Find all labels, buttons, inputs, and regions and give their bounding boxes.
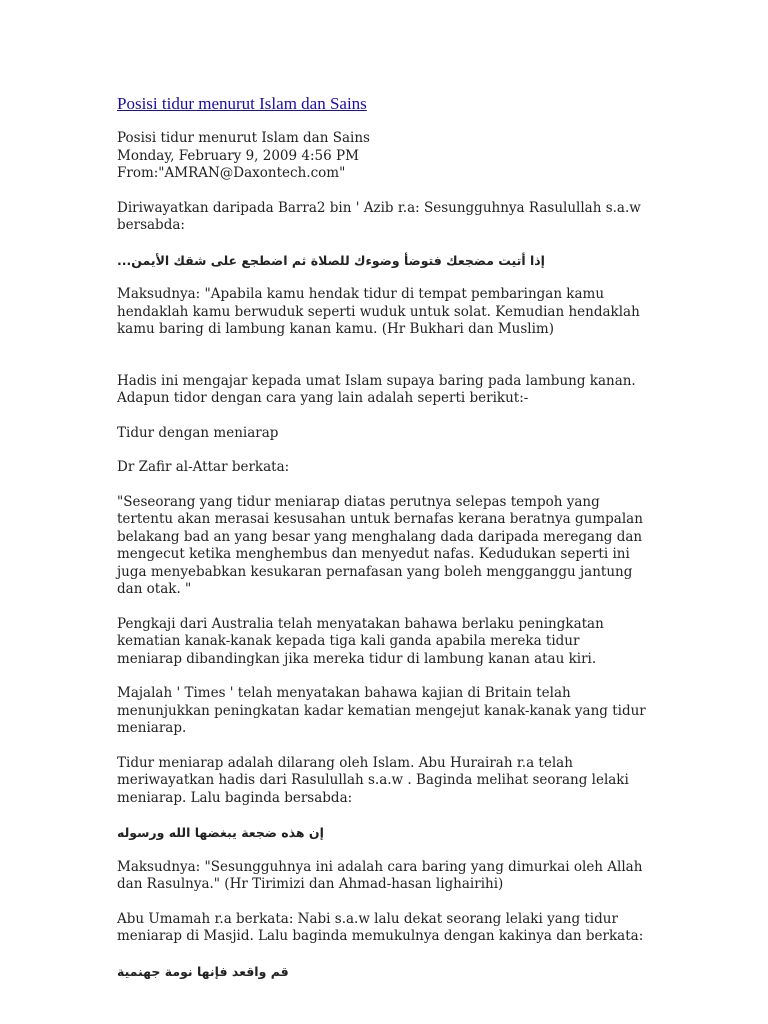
article-title-link[interactable]: Posisi tidur menurut Islam dan Sains	[117, 94, 367, 113]
paragraph-abu-umamah: Abu Umamah r.a berkata: Nabi s.a.w lalu dekat seorang lelaki yang tidur meniarap di Masjid. Lalu baginda memukulnya dengan kakinya dan berkata:	[117, 910, 644, 944]
paragraph-meaning-1: Maksudnya: "Apabila kamu hendak tidur di tempat pembaringan kamu hendaklah kamu berwuduk seperti wuduk untuk solat. Kemudian hendaklah kamu baring di lambung kanan kamu. (Hr Bukhari dan Muslim)	[117, 286, 640, 337]
paragraph-meaning-2: Maksudnya: "Sesungguhnya ini adalah cara baring yang dimurkai oleh Allah dan Rasulnya." (Hr Tirimizi dan Ahmad-hasan lighairihi)	[117, 858, 643, 892]
paragraph-abu-hurairah: Tidur meniarap adalah dilarang oleh Islam. Abu Hurairah r.a telah meriwayatkan hadis dari Rasulullah s.a.w . Baginda melihat seorang lelaki meniarap. Lalu baginda bersabda:	[117, 754, 629, 806]
paragraph-australia-study: Pengkaji dari Australia telah menyatakan bahawa berlaku peningkatan kematian kanak-kanak kepada tiga kali ganda apabila mereka tidur meniarap dibandingkan jika mereka tidur di lambung kanan atau kiri.	[117, 615, 604, 667]
paragraph-hadith-lesson: Hadis ini mengajar kepada umat Islam supaya baring pada lambung kanan. Adapun tidor dengan cara yang lain adalah seperti berikut:-	[117, 372, 636, 406]
document-page	[117, 93, 647, 997]
arabic-quote-2: إن هذه ضجعة يبغضها الله ورسوله	[117, 825, 324, 840]
paragraph-times-report: Majalah ' Times ' telah menyatakan bahawa kajian di Britain telah menunjukkan peningkatan kadar kematian mengejut kanak-kanak yang tidur meniarap.	[117, 685, 646, 736]
paragraph-heading-prone: Tidur dengan meniarap	[117, 424, 279, 441]
paragraph-quote-breathing: "Seseorang yang tidur meniarap diatas perutnya selepas tempoh yang tertentu akan merasai kesusahan untuk bernafas kerana beratnya gumpalan belakang bad an yang besar yang menghalang dada daripada meregang dan mengecut ketika menghembus dan menyedut nafas. Kedudukan seperti ini juga menyebabkan kesukaran pernafasan yang boleh mengganggu jantung dan otak. "	[117, 493, 643, 597]
meta-from: From:"AMRAN@Daxontech.com"	[117, 165, 346, 181]
article-meta	[117, 130, 647, 183]
arabic-quote-3: قم واقعد فإنها نومة جهنمية	[117, 963, 289, 979]
paragraph-narration-intro: Diriwayatkan daripada Barra2 bin ' Azib r.a: Sesungguhnya Rasulullah s.a.w bersabda:	[117, 199, 641, 233]
arabic-quote-1: إذا أتيت مضجعك فتوضأ وضوءك للصلاة ثم اضطجع على شقك الأيمن...	[117, 252, 545, 268]
meta-subject: Posisi tidur menurut Islam dan Sains	[117, 130, 370, 146]
meta-date: Monday, February 9, 2009 4:56 PM	[117, 147, 359, 164]
paragraph-dr-zafir: Dr Zafir al-Attar berkata:	[117, 459, 290, 475]
